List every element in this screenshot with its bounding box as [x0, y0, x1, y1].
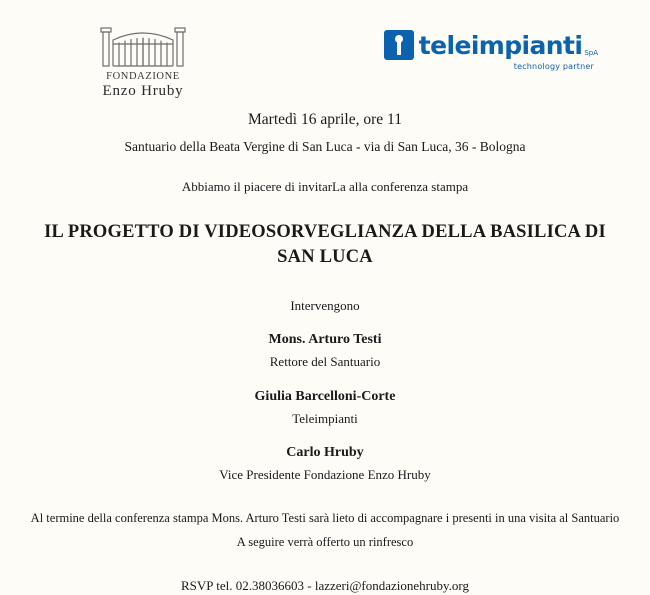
teleimpianti-superscript: SpA — [584, 49, 598, 57]
invitation-body — [0, 110, 650, 595]
event-date: Martedì 16 aprile, ore 11 — [248, 111, 402, 128]
event-venue: Santuario della Beata Vergine di San Luca - via di San Luca, 36 - Bologna — [124, 138, 526, 154]
teleimpianti-tagline: technology partner — [513, 62, 594, 71]
rsvp-contact: RSVP tel. 02.38036603 - lazzeri@fondazionehruby.org — [180, 578, 470, 594]
closing-note-1: Al termine della conferenza stampa Mons. Arturo Testi sarà lieto di accompagnare i presenti in una visita al Santuario — [30, 511, 620, 526]
teleimpianti-wordmark: teleimpianti — [418, 30, 583, 60]
speaker-role: Rettore del Santuario — [269, 354, 381, 370]
speakers-heading: Intervengono — [290, 297, 360, 313]
gate-icon — [58, 18, 228, 68]
speaker-name: Carlo Hruby — [286, 445, 364, 461]
page-title: IL PROGETTO DI VIDEOSORVEGLIANZA DELLA BASILICA DI SAN LUCA — [44, 221, 606, 267]
speaker-name: Giulia Barcelloni-Corte — [254, 388, 396, 404]
page-header — [0, 0, 650, 98]
closing-note-2: A seguire verrà offerto un rinfresco — [236, 535, 414, 550]
speaker-entry — [30, 388, 620, 427]
speaker-role: Teleimpianti — [292, 410, 358, 426]
foundation-name-line1: FONDAZIONE — [106, 71, 180, 82]
invitation-intro: Abbiamo il piacere di invitarLa alla conferenza stampa — [181, 179, 469, 195]
speaker-role: Vice Presidente Fondazione Enzo Hruby — [219, 466, 431, 482]
teleimpianti-mark-icon — [384, 30, 414, 60]
foundation-name-line2: Enzo Hruby — [102, 82, 184, 99]
speaker-name: Mons. Arturo Testi — [268, 332, 382, 348]
fondazione-enzo-hruby-logo — [58, 18, 228, 100]
teleimpianti-logo — [384, 30, 598, 71]
speaker-entry — [30, 331, 620, 370]
